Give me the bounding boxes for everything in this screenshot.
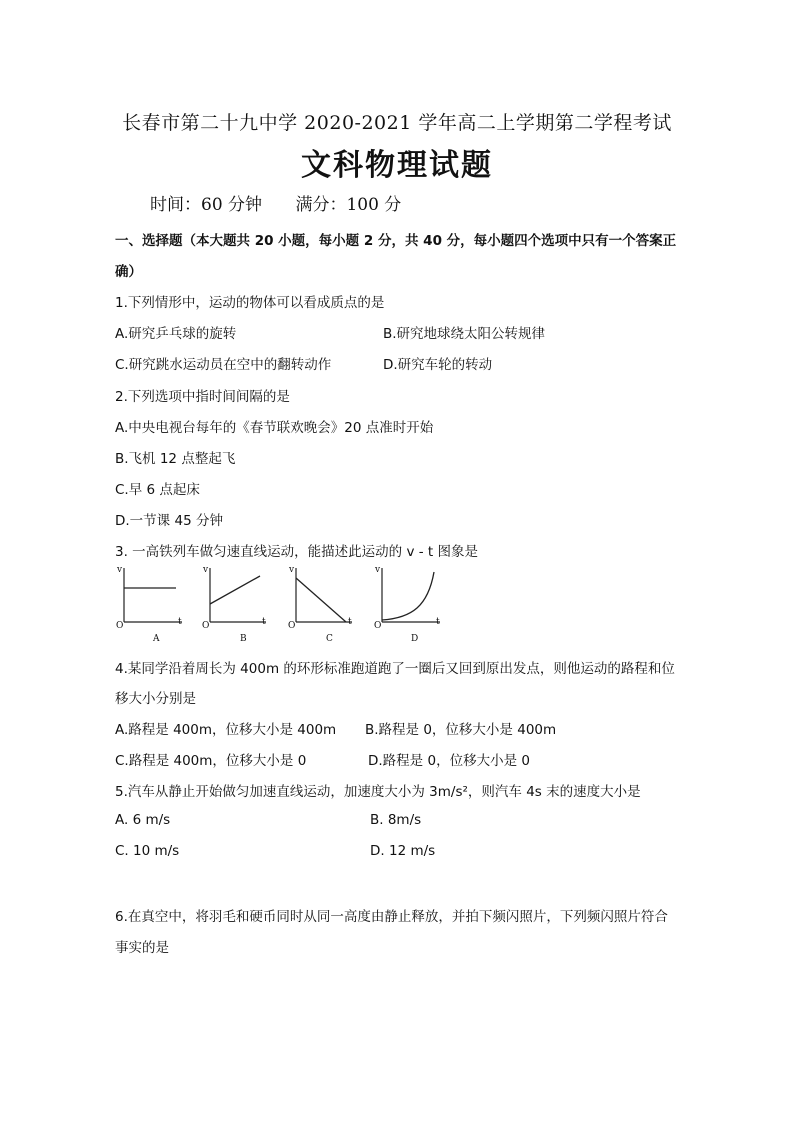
q2-option-b: B.飞机 12 点整起飞 (115, 451, 236, 467)
q5-option-c: C. 10 m/s (115, 843, 180, 859)
exam-score: 满分：100 分 (295, 195, 402, 215)
q2-option-c: C.早 6 点起床 (115, 482, 200, 498)
q5-stem: 5.汽车从静止开始做匀加速直线运动，加速度大小为 3m/s²，则汽车 4s 末的速度大小是 (115, 784, 641, 800)
q4-stem: 4.某同学沿着周长为 400m 的环形标准跑道跑了一圈后又回到原出发点，则他运动的路程和位 (115, 661, 675, 677)
q3-axis-t-c: t (348, 617, 352, 627)
q4-option-b: B.路程是 0，位移大小是 400m (365, 722, 557, 738)
q2-option-a: A.中央电视台每年的《春节联欢晚会》20 点准时开始 (115, 420, 434, 436)
q3-axis-v-c: v (289, 565, 295, 575)
q3-origin-b: O (202, 621, 210, 631)
q4-option-a: A.路程是 400m，位移大小是 400m (115, 722, 337, 738)
q4-option-c: C.路程是 400m，位移大小是 0 (115, 753, 307, 769)
q1-stem: 1.下列情形中，运动的物体可以看成质点的是 (115, 295, 385, 311)
q3-axis-t-d: t (436, 617, 440, 627)
q6-stem-cont: 事实的是 (115, 940, 169, 956)
q3-label-b: B (240, 634, 247, 644)
q3-label-a: A (153, 634, 160, 644)
q3-axis-t-a: t (178, 617, 182, 627)
q3-axis-v-d: v (375, 565, 381, 575)
q3-origin-d: O (374, 621, 382, 631)
exam-meta (150, 190, 429, 215)
q2-option-d: D.一节课 45 分钟 (115, 513, 223, 529)
q1-option-b: B.研究地球绕太阳公转规律 (383, 326, 546, 342)
page-title: 文科物理试题 (301, 148, 493, 183)
q3-origin-c: O (288, 621, 296, 631)
q2-stem: 2.下列选项中指时间间隔的是 (115, 389, 290, 405)
q5-option-a: A. 6 m/s (115, 812, 171, 828)
q4-stem-cont: 移大小分别是 (115, 691, 196, 707)
q3-origin-a: O (116, 621, 124, 631)
q3-axis-v-a: v (117, 565, 123, 575)
q1-option-d: D.研究车轮的转动 (383, 357, 493, 373)
exam-time: 时间：60 分钟 (150, 195, 263, 215)
q1-option-a: A.研究乒乓球的旋转 (115, 326, 237, 342)
q3-stem: 3. 一高铁列车做匀速直线运动，能描述此运动的 v - t 图象是 (115, 544, 478, 560)
q3-axis-v-b: v (203, 565, 209, 575)
q3-label-c: C (326, 634, 333, 644)
school-exam-line: 长春市第二十九中学 2020-2021 学年高二上学期第二学程考试 (122, 112, 672, 134)
section-heading-cont: 确） (115, 264, 142, 280)
q1-option-c: C.研究跳水运动员在空中的翻转动作 (115, 357, 332, 373)
q5-option-b: B. 8m/s (370, 812, 422, 828)
q6-stem: 6.在真空中，将羽毛和硬币同时从同一高度由静止释放，并拍下频闪照片，下列频闪照片符合 (115, 909, 668, 925)
q3-axis-t-b: t (262, 617, 266, 627)
q4-option-d: D.路程是 0，位移大小是 0 (368, 753, 530, 769)
q3-label-d: D (411, 634, 419, 644)
q5-option-d: D. 12 m/s (370, 843, 436, 859)
section-heading: 一、选择题（本大题共 20 小题，每小题 2 分，共 40 分，每小题四个选项中只有一个答案正 (115, 233, 677, 249)
